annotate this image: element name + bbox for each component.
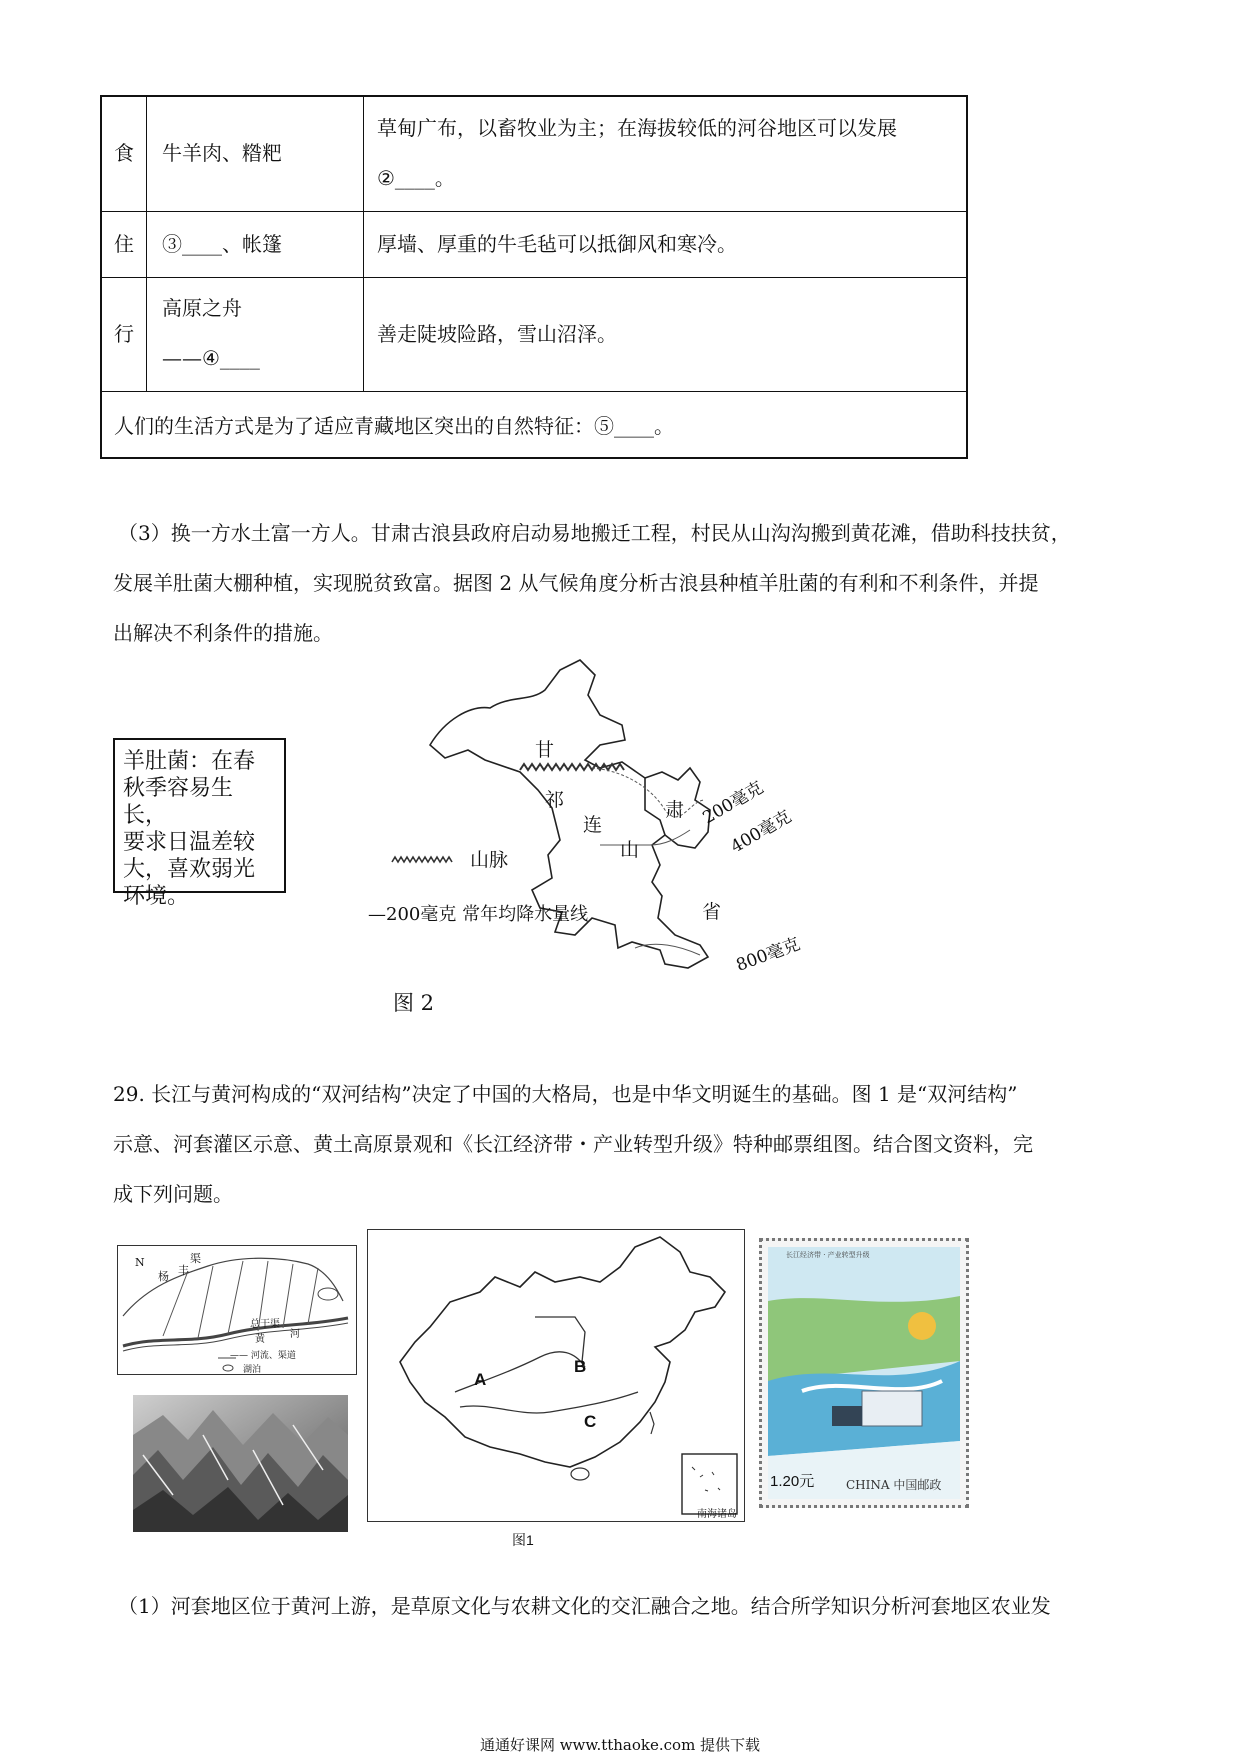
- isoline-200: [592, 768, 705, 817]
- hetao-legend-lake: 湖泊: [243, 1365, 262, 1375]
- yangtze-stamp: [759, 1238, 969, 1508]
- morel-note-line: 羊肚菌：在春: [123, 749, 256, 774]
- hetao-canal-label: 渠: [190, 1252, 201, 1265]
- china-map: [370, 1232, 742, 1519]
- morel-note-line: 要求日温差较: [123, 830, 256, 855]
- row-food-note-line1: 草甸广布，以畜牧业为主；在海拔较低的河谷地区可以发展: [377, 116, 897, 140]
- map-char-qi: 祁: [545, 789, 565, 811]
- morel-note-line: 大，喜欢弱光: [123, 857, 256, 882]
- china-map-label-b: B: [574, 1357, 587, 1376]
- china-map-label-a: A: [474, 1370, 487, 1389]
- q3-line3: 出解决不利条件的措施。: [113, 621, 333, 645]
- map-char-lian: 连: [583, 814, 603, 836]
- hetao-canal-label: 杨: [158, 1270, 169, 1283]
- row-house-note: 厚墙、厚重的牛毛毡可以抵御风和寒冷。: [377, 232, 737, 256]
- table-divider: [363, 97, 364, 391]
- q29-line2: 示意、河套灌区示意、黄土高原景观和《长江经济带・产业转型升级》特种邮票组图。结合图文资料，完: [113, 1132, 1033, 1156]
- table-divider: [102, 211, 966, 212]
- legend-mountain-label: 山脉: [470, 849, 509, 871]
- hetao-main-canal-label: 总干渠: [250, 1319, 280, 1330]
- table-divider: [146, 97, 147, 391]
- stamp-value: 1.20元: [770, 1473, 815, 1490]
- q3-line2: 发展羊肚菌大棚种植，实现脱贫致富。据图 2 从气候角度分析古浪县种植羊肚菌的有利和不利条件，并提: [113, 571, 1039, 595]
- row-food-items: 牛羊肉、糌粑: [162, 141, 282, 165]
- figure1-caption: 图1: [512, 1532, 534, 1548]
- q3-line1: （3）换一方水土富一方人。甘肃古浪县政府启动易地搬迁工程，村民从山沟沟搬到黄花滩，借助科技扶贫，: [118, 521, 1071, 545]
- morel-note-box: [113, 738, 286, 909]
- q29-line3: 成下列问题。: [113, 1182, 233, 1206]
- legend-isoline-dash: —: [368, 904, 386, 925]
- south-china-sea-inset-label: 南海诸岛: [697, 1509, 737, 1520]
- hetao-river-label: 黄: [255, 1334, 265, 1345]
- legend-isoline-text: 200毫克 常年均降水量线: [386, 904, 589, 925]
- isoline-200-label: 200毫克: [699, 777, 768, 829]
- row-food-note-line2: ②____。: [377, 166, 455, 190]
- morel-note-line: 环境。: [123, 884, 190, 909]
- row-house-category: 住: [114, 232, 134, 256]
- life-table: [100, 95, 968, 459]
- row-food-category: 食: [114, 141, 134, 165]
- map-char-shan: 山: [620, 839, 640, 861]
- figure2-caption: 图 2: [393, 991, 435, 1015]
- legend-isoline-label: [368, 905, 588, 925]
- row-travel-items-line2: ——④____: [162, 346, 260, 370]
- isoline-400-label: 400毫克: [727, 806, 796, 858]
- row-travel-items-line1: 高原之舟: [162, 296, 242, 320]
- q29-line1: 29. 长江与黄河构成的“双河结构”决定了中国的大格局，也是中华文明诞生的基础。图 1 是“双河结构”: [113, 1082, 1018, 1106]
- loess-plateau-photo: [133, 1395, 348, 1532]
- row-house-items: ③____、帐篷: [162, 232, 282, 256]
- hetao-river-label: 河: [290, 1329, 300, 1340]
- map-char-su: 肃: [665, 799, 685, 821]
- morel-note-line: 秋季容易生长，: [123, 776, 234, 828]
- isoline-400: [600, 830, 690, 845]
- table-summary: 人们的生活方式是为了适应青藏地区突出的自然特征：⑤____。: [114, 414, 674, 438]
- stamp-country: CHINA 中国邮政: [846, 1478, 942, 1492]
- q29-1-line1: （1）河套地区位于黄河上游，是草原文化与农耕文化的交汇融合之地。结合所学知识分析河套地区农业发: [118, 1594, 1051, 1618]
- china-map-label-c: C: [584, 1412, 597, 1431]
- table-divider: [102, 277, 966, 278]
- stamp-title: 长江经济带 · 产业转型升级: [786, 1251, 870, 1259]
- row-travel-note: 善走陡坡险路，雪山沼泽。: [377, 322, 617, 346]
- page-footer: 通通好课网 www.tthaoke.com 提供下载: [479, 1736, 761, 1754]
- hetao-north-arrow: N: [135, 1256, 145, 1269]
- hetao-legend-river: —— 河流、渠道: [230, 1351, 296, 1361]
- stamp-artwork: [762, 1241, 966, 1505]
- row-travel-category: 行: [114, 322, 134, 346]
- table-divider: [102, 391, 966, 392]
- legend-mountain-symbol: [390, 853, 460, 865]
- isoline-800-label: 800毫克: [733, 934, 803, 976]
- hetao-canal-label: 丰: [178, 1264, 189, 1277]
- map-char-gan: 甘: [535, 739, 555, 761]
- map-char-sheng: 省: [702, 901, 722, 923]
